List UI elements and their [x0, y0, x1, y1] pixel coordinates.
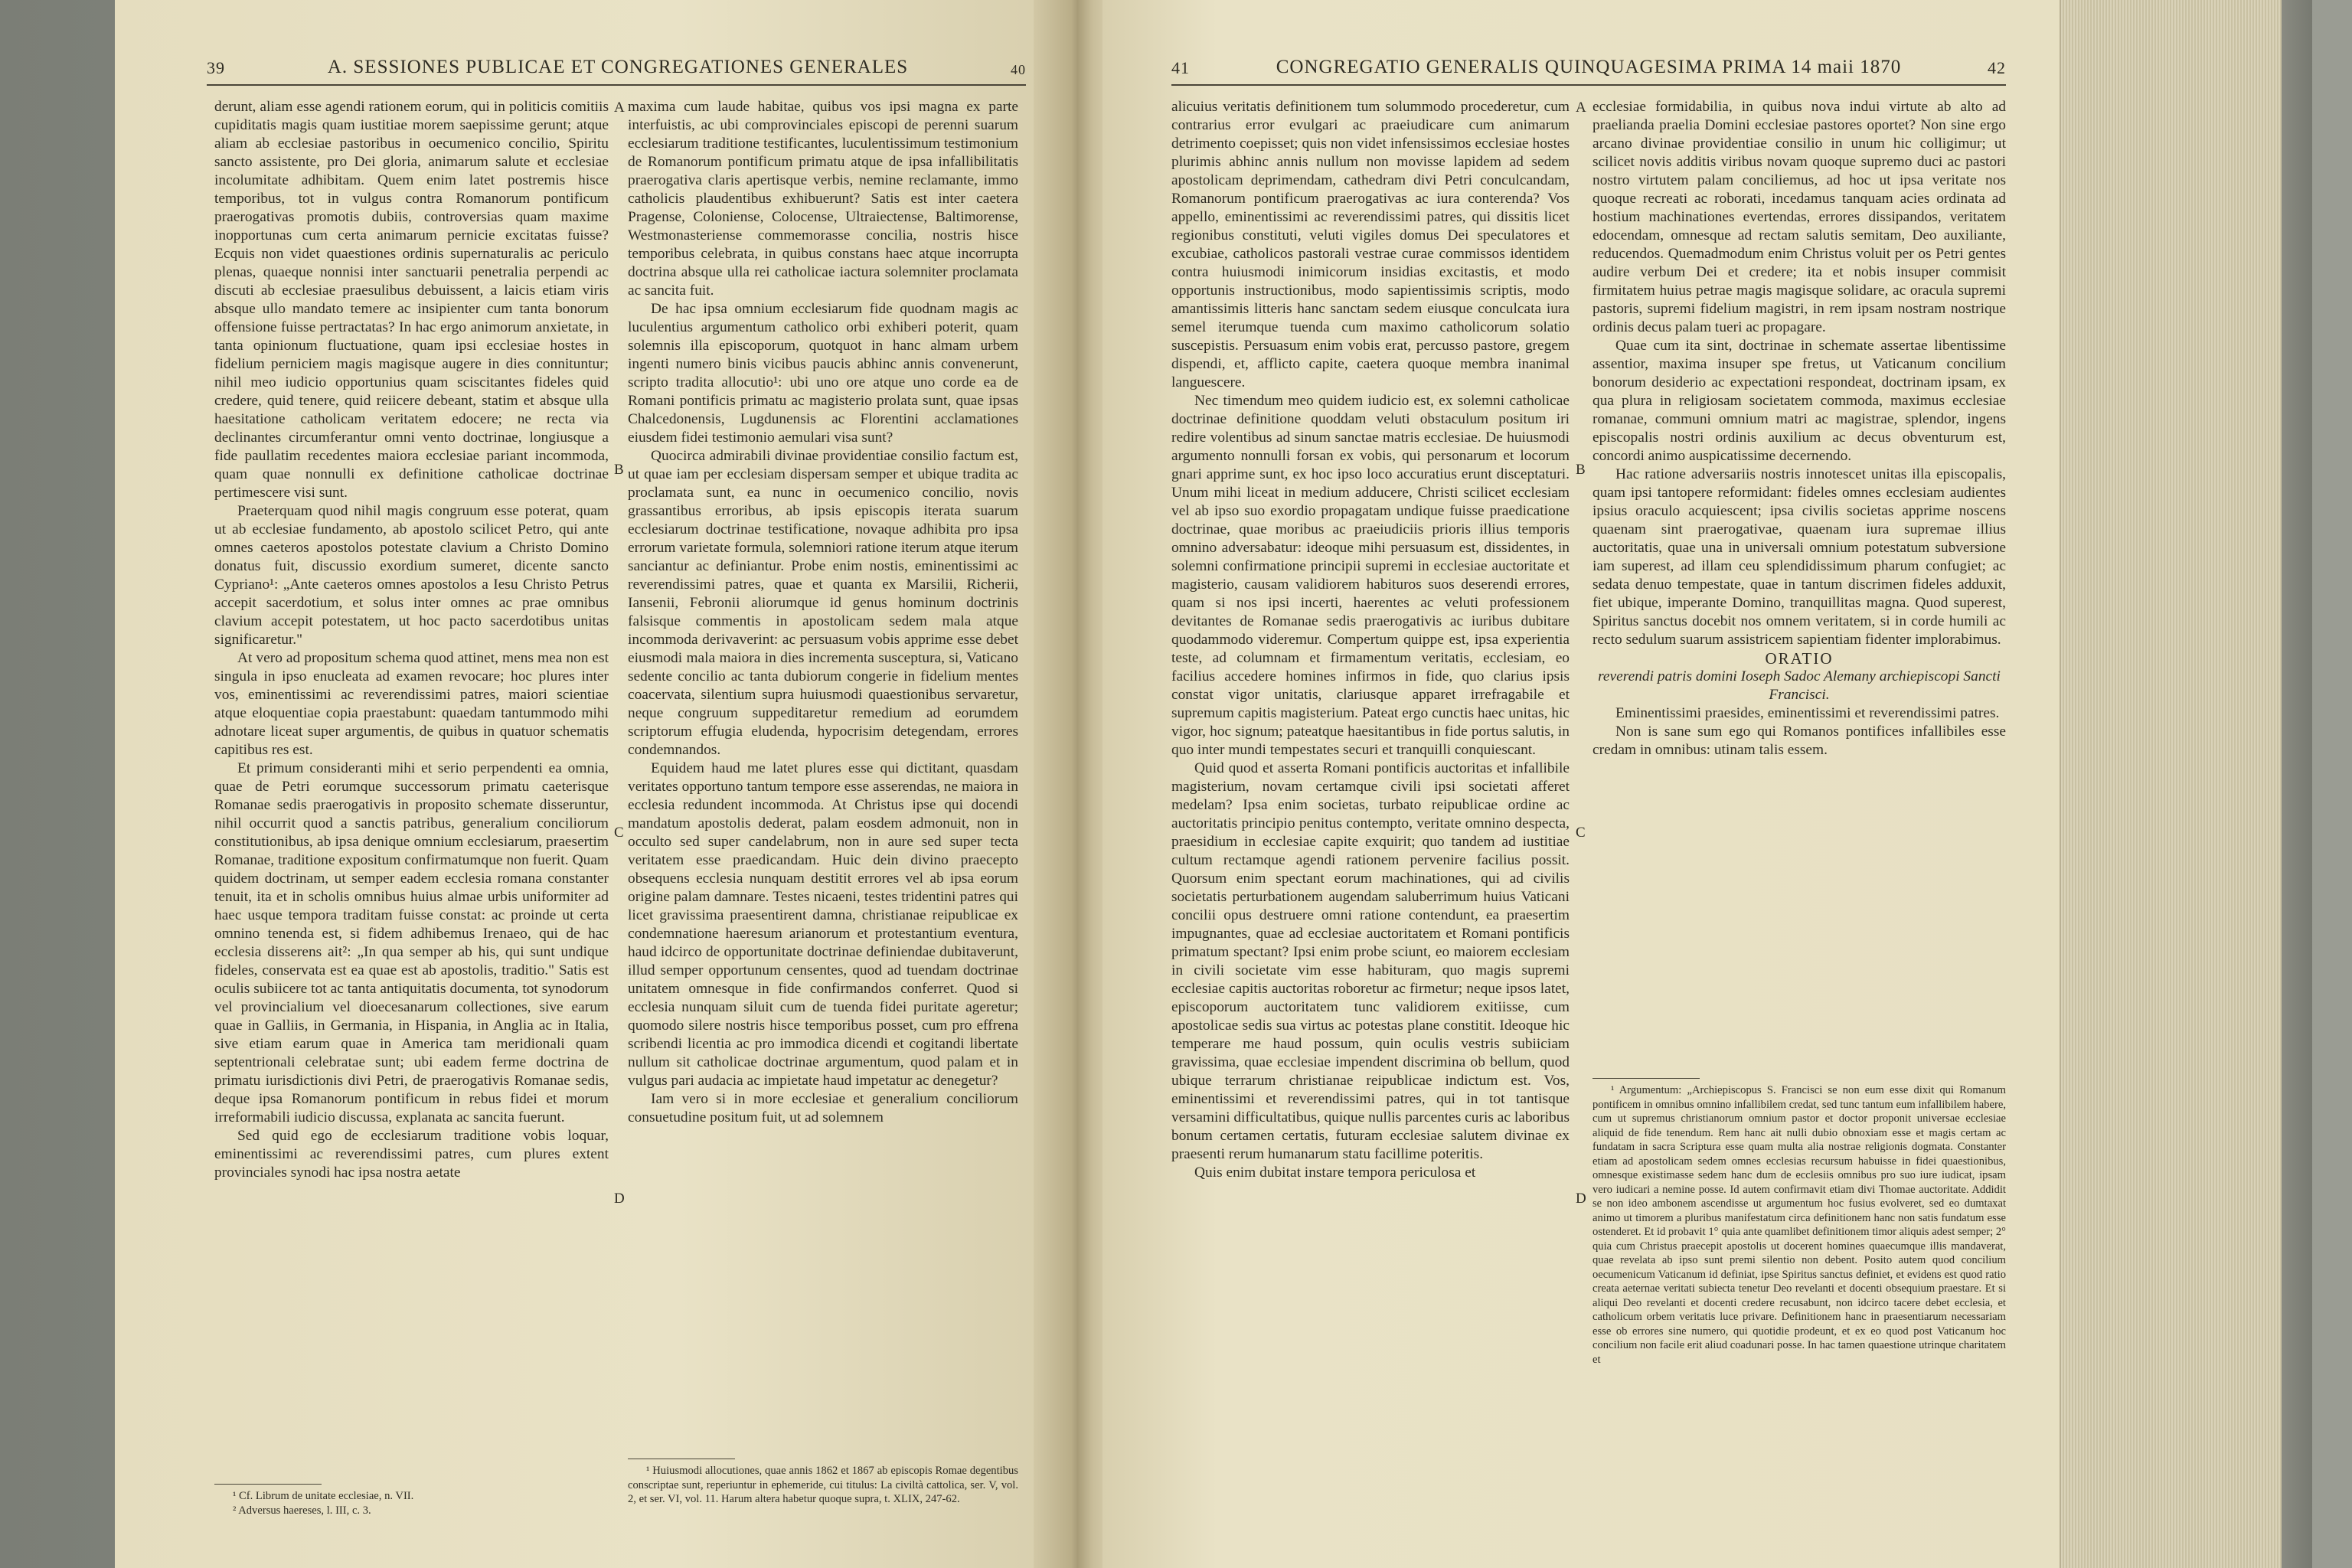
paragraph: Hac ratione adversariis nostris innotescet unitas illa episcopalis, quam ipsi tantopere reformidant: fideles omnes ecclesiam audientes ipsius oraculo acquiescent; ipsa civilis societas apprime noscens quaenam sint praerogativae, quaenam iura supremae illius auctoritatis, quae una in universali omnium potestatum subversione iam superest, ad illam ceu splendidissimum pharum confugiet; ac sedata denuo tempestate, quae in tantum discrimen fideles adduxit, fiet ubique, imperante Domino, tranquillitas magna. Quod superest, Spiritus sanctus docebit nos omnem veritatem, si in corde humili ac recto sedulum suarum assistricem sapientiam fidenter implorabimus.	[1592, 466, 2006, 648]
right-page	[1102, 0, 2060, 1568]
page-number-39: 39	[207, 58, 225, 77]
margin-letter-c: C	[1576, 825, 1586, 841]
footnote: ¹ Huiusmodi allocutiones, quae annis 1862 et 1867 ab episcopis Romae degentibus conscriptae sunt, reperiuntur in ephemeride, cui titulus: La civiltà cattolica, ser. V, vol. 2, et ser. VI, vol. 11. Harum altera habetur quoque supra, t. XLIX, 247-62.	[628, 1465, 1018, 1505]
margin-letter-b: B	[614, 462, 624, 478]
paragraph: Quae cum ita sint, doctrinae in schemate assertae libentissime assentior, maxima insuper spe fretus, ut Vaticanum concilium bonorum desiderio ac expectationi respondeat, doctrinam ipsam, ex qua plura in religiosam societatem commoda, maximus ecclesiae romanae, communi omnium matri ac magistrae, splendor, ingens episcopalis nostri ordinis auxilium ac decus obventurum est, concordi animo auspicatissime decernendo.	[1592, 338, 2006, 464]
paragraph: derunt, aliam esse agendi rationem eorum, qui in politicis comitiis cupiditatis magis quam iustitiae morem saepissime gerunt; atque aliam ab ecclesiae pastoribus in oecumenico concilio, Spiritu sancto assistente, pro Dei gloria, animarum salute et ecclesiae incolumitate adhibitam. Quem enim latet postremis hisce temporibus, tot in vulgus contra Romanorum pontificum praerogativas promotis dubiis, controversias quam maxime inopportunas cum certa animarum pernicie excitatas fuisse? Ecquis non videt quaestiones ordinis supernaturalis ac periculo plenas, quaeque nonnisi inter sanctuarii penetralia perpendi ac discuti ab ecclesiae praesulibus debuissent, a laicis etiam viris absque ullo mandato temere ac insipienter cum tanta bonorum offensione fuisse pertractatas? In hac ergo animorum anxietate, in tanta opinionum fluctuatione, quam ipsi ecclesiae hostes in fidelium perniciem magis magisque augere in dies connituntur; nihil meo iudicio opportunius quam sciscitantes fideles quid credere, quid tenere, quid reiicere debeant, statim et absque ulla haesitatione catholicam veritatem edocere; ne recta via declinantes circumferantur omni vento doctrinae, longiusque a fide paullatim recedentes maiora ecclesiae pariant incommoda, quam quae nonnulli ex definitione catholicae doctrinae pertimescere visi sunt.	[214, 99, 609, 501]
left-column-1	[214, 98, 609, 1182]
page-edge-shadow	[2282, 0, 2312, 1568]
open-book	[115, 0, 2075, 1568]
paragraph: Quid quod et asserta Romani pontificis auctoritas et infallibile magisterium, novam certamque civili ipsi societati afferet medelam? Ipsa enim societas, turbato reipublicae ordine ac auctoritatis principio penitus contempto, veritate omnino despecta, praesidium in ecclesiae capite exquirit; quo tandem ad iustitiae cultum rectamque agendi rationem pervenire facilius possit. Quorsum enim spectant eorum machinationes, qui ad civilis societatis perturbationem augendam saluberrimum huius Vaticani concilii opus destruere omni ratione contendunt, ea praesertim impugnantes, quae ad ecclesiae auctoritatem et Romani pontificis primatum spectant? Ipsi enim probe sciunt, eo maiorem ecclesiam in civili societate vim esse habituram, quo magis supremi ecclesiae capitis auctoritas roboretur ac firmetur; neque ipsos latet, episcoporum auctoritatem tunc validiorem exitiisse, cum apostolicae sedis sua virtus ac potestas plane constitit. Ideoque hic temperare me haud possum, quin oculis vestris subiiciam gravissima, quae ecclesiae impendent discrimina ob bellum, quod ubique terrarum christianae reipublicae indictum est. Vos, eminentissimi et reverendissimi patres, qui in tot tantisque versamini difficultatibus, quique nullis parcentes curis ac laboribus bonum certamen certatis, futuram ecclesiae salutem divinae ex praesenti rerum humanarum statu facillime poteritis.	[1171, 760, 1570, 1162]
paragraph: Sed quid ego de ecclesiarum traditione vobis loquar, eminentissimi ac reverendissimi patres, cum plures extent provinciales synodi hac ipsa nostra aetate	[214, 1128, 609, 1181]
paragraph: Non is sane sum ego qui Romanos pontifices infallibiles esse credam in omnibus: utinam talis essem.	[1592, 724, 2006, 758]
right-running-head	[1171, 47, 2006, 86]
paragraph: At vero ad propositum schema quod attinet, mens mea non est singula in ipso enucleata ad examen revocare; hoc plures inter vos, eminentissimi ac reverendissimi patres, maiori scientiae atque eloquentiae copia praestabunt: quaedam tantummodo mihi adnotare liceat super argumentis, de quibus in quatuor schematis capitibus res est.	[214, 650, 609, 758]
right-column-1	[1171, 98, 1570, 1182]
paragraph: Praeterquam quod nihil magis congruum esse poterat, quam ut ab ecclesiae fundamento, ab apostolo scilicet Petro, qui ante omnes caeteros apostolos potestate clavium a Christo Domino donatus fuit, discussio exordium sumeret, dicente sancto Cypriano¹: „Ante caeteros omnes apostolos a Iesu Christo Petrus accepit sacerdotium, et solus inter omnes ac prae omnibus clavium accepit potestatem, ut hoc pacto sacerdotibus unitas significaretur."	[214, 503, 609, 648]
left-column-2-footnotes	[628, 1459, 1018, 1507]
paragraph: Equidem haud me latet plures esse qui dictitant, quasdam veritates opportuno tantum tempore esse asserendas, ne maiora in ecclesia redundent incommoda. At Christus ipse qui docendi mandatum apostolis dederat, palam eosdem admonuit, non in occulto sed super candelabrum, non in aure sed super tecta veritatem esse praedicandam. Huic dein divino praecepto obsequens ecclesia nunquam destitit errores vel ab ipsa eorum origine palam damnare. Testes nicaeni, testes tridentini patres qui licet gravissima praesentirent damna, christianae reipublicae ex condemnatione haeresum arianorum et protestantium eventura, haud idcirco de opportunitate doctrinae definiendae dubitaverunt, illud semper opportunum censentes, quod ad tuendam doctrinae unitatem omnesque in fide confirmandos conferret. Quod si ecclesia nunquam siluit cum de tuenda fidei puritate ageretur; quomodo silere nostris hisce temporibus posset, cum pro effrena scribendi licentia ac pro immodica dicendi et cogitandi libertate nullum sit catholicae doctrinae argumentum, quod palam et in vulgus pari audacia ac impietate haud impetatur ac denegetur?	[628, 760, 1018, 1089]
margin-letter-d: D	[1576, 1191, 1586, 1207]
paragraph: De hac ipsa omnium ecclesiarum fide quodnam magis ac luculentius argumentum catholico orbi exhiberi poterit, quam solemnis illa episcoporum, quotquot in hanc almam urbem ingenti numero binis vicibus paucis abhinc annis convenerunt, scripto tradita allocutio¹: ubi uno ore atque uno corde ea de Romani pontificis primatu ac magisterio prolata sunt, quae ipsas Chalcedonensis, Lugdunensis ac Florentini acclamationes eiusdem fidei testimonio aemulari visa sunt?	[628, 301, 1018, 446]
left-page	[115, 0, 1049, 1568]
paragraph: Iam vero si in more ecclesiae et generalium conciliorum consuetudine positum fuit, ut ad solemnem	[628, 1091, 1018, 1125]
page-number-42: 42	[1988, 58, 2006, 77]
page-number-40: 40	[1011, 62, 1026, 77]
left-running-title: A. SESSIONES PUBLICAE ET CONGREGATIONES GENERALES	[327, 57, 909, 77]
left-running-head	[207, 47, 1026, 86]
page-fore-edge	[2060, 0, 2283, 1568]
paragraph: ecclesiae formidabilia, in quibus nova indui virtute ab alto ad praelianda praelia Domini ecclesiae pastores oportet? Non sine ergo arcano divinae providentiae consilio in unum hic colligimur; ut scilicet novis additis viribus novam quoque supremo duci ac pastori nostro virtutem palam conciliemus, ad hoc ut ipsa veritate nos quoque recreati ac roborati, incedamus tanquam acies ordinata ad hostium machinationes evertendas, errores dissipandos, veritatem edocendam, omnesque ad rectam salutis semitam, Deo auxiliante, reducendos. Quemadmodum enim Christus voluit per os Petri gentes audire verbum Dei et credere; ita et nobis insuper commisit firmitatem huius petrae magis magisque solidare, ac oracula supremi pastoris, supremi fidelium magistri, in rem ipsam nostram nostrique ordinis decus palam tueri ac propagare.	[1592, 99, 2006, 335]
paragraph: alicuius veritatis definitionem tum solummodo procederetur, cum contrarius error evulgari ac praeiudicare cum animarum detrimento coepisset; quis non videt infensissimos ecclesiae hostes plurimis abhinc annis nullum non movisse lapidem ad sedem apostolicam deprimendam, cathedram divi Petri conculcandam, Romanorum pontificum praerogativas ac iura conterenda? Vos appello, eminentissimi ac reverendissimi patres, qui dissitis licet regionibus constituti, veluti vigiles domus Dei speculatores et excubiae, catholicos pastorali vestrae curae commissos identidem contra huiusmodi inimicorum insidias excitastis, et modo opportunis instructionibus, modo sapientissimis scriptis, modo amantissimis litteris hanc sanctam sedem eiusque conculcata iura semel iterumque tuenda cum maximo catholicorum solatio suscepistis. Persuasum enim vobis erat, percusso pastore, gregem dispendi, et, afflicto capite, caetera quoque membra inanimal languescere.	[1171, 99, 1570, 390]
paragraph: Nec timendum meo quidem iudicio est, ex solemni catholicae doctrinae definitione quoddam veluti obstaculum positum iri redire volentibus ad sinum sanctae matris ecclesiae. De huiusmodi argumento nonnulli forsan ex vobis, qui personarum et locorum gnari apprime sunt, ex hoc ipso loco accuratius erunt disceptaturi. Unum mihi liceat in medium adducere, Christi scilicet ecclesiam vel ab ipso suo exordio propagatam undique fuisse praedicatione doctrinae, quae moribus ac praeiudiciis prioris illius temporis omnino adversabatur: ideoque mihi persuasum est, dissidentes, in solemni confirmatione principii supremi in ecclesiae auctoritate et magisterio, causam validiorem habituros suos deserendi errores, quam si nos ipsi incerti, haerentes ac veluti professionem devitantes de Romanae sedis praerogativis ac iuribus dubitare quodammodo videremur. Compertum quippe est, ipsa experientia teste, ad columnam et firmamentum veritatis, ecclesiam, eo facilius accedere homines infirmos in fide, quo clarius ipsis constat vigor unitatis, clariusque apparet irrefragabile et supremum capitis magisterium. Pateat ergo cunctis haec unitas, hic vigor, hoc signum; pateatque haesitantibus in fide portus salutis, in quo inter mundi tempestates securi et tranquilli conquiescant.	[1171, 393, 1570, 758]
paragraph: Quocirca admirabili divinae providentiae consilio factum est, ut quae iam per ecclesiam dispersam semper et ubique tradita ac proclamata sunt, ea nunc in oecumenico concilio, novis grassantibus erroribus, ab ipsis episcopis iterata suarum ecclesiarum doctrinae testificatione, novaque adhibita pro ipsa errorum varietate formula, solemniori ratione iterum atque iterum sanciantur ac definiantur. Probe enim nostis, eminentissimi ac reverendissimi patres, quae et quanta ex Marsilii, Richerii, Iansenii, Febronii aliorumque id genus hominum doctrinis falsisque commentis in apostolicam sedem mala atque incommoda derivaverint: ac persuasum vobis apprime esse debet eiusmodi mala maiora in dies incrementa suscepturа, si, Vaticano sedente concilio ac tanta dubiorum congerie in fidelium mentes coacervata, silentium supra huiusmodi quaestionibus servaretur, neque congruum suppeditaretur remedium ad eorumdem scriptorum effugia eludenda, hypocrisim detegendam, errores condemnandos.	[628, 448, 1018, 758]
left-column-1-footnotes	[214, 1484, 609, 1517]
oration-subtitle: reverendi patris domini Ioseph Sadoc Alemany archiepiscopi Sancti Francisci.	[1598, 668, 2001, 703]
footnote: ¹ Argumentum: „Archiepiscopus S. Francisci se non eum esse dixit qui Romanum pontificem in omnibus omnino infallibilem credat, sed tunc tantum eum infallibilem habere, cum ut supremus christianorum omnium pastor et doctor proponit universae ecclesiae aliquid de fide tenendum. Rem hanc ait nulli dubio obnoxiam esse et magis certam ac fundatam in sacra Scriptura esse quam multa alia nostrae religionis dogmata. Constanter etiam ad apostolicam sedem omnes ecclesias recursum habuisse in fidei quaestionibus, omnesque existimasse sedem hanc dum de ecclesiis omnibus pro suo iure iudicat, ipsam vero iudicari a nemine posse. Id autem confirmavit etiam divi Thomae auctoritate. Addidit se non ideo ambonem ascendisse ut argumentum hoc fusius evolveret, sed eo dumtaxat animo ut timorem a pluribus manifestatum circa definitionem hanc non satis fundatum esse ostenderet. Et id probavit 1° quia ante quamlibet definitionem timor aliquis adest semper; 2° quia cum Christus praecepit apostolis ut docerent homines quaecumque illis mandaverat, quae revelata ab ipso sunt premi silentio non debent. Posito autem quod concilium oecumenicum Vaticanum id definiat, ipse Spiritus sanctus definiet, et evidens est quod ratio creata aeternae veritati subiecta tenetur Deo revelanti et docenti obsequium praestare. Et si aliqui Deo revelanti et docenti credere recusabunt, non idcirco tacere debet ecclesia, et catholicum orbem veritatis luce privare. Definitionem hanc in praesentiarum necessariam esse ob errores sine numero, qui quotidie prodeunt, et ex eo quod post Vaticanum hoc concilium non facile erit aliud coadunari posse. In hac tamen quaestione utrinque charitatem et	[1592, 1084, 2006, 1366]
margin-letter-a: A	[1576, 100, 1586, 116]
footnote: ¹ Cf. Librum de unitate ecclesiae, n. VII.	[233, 1490, 414, 1502]
margin-letter-d: D	[614, 1191, 625, 1207]
left-column-2	[628, 98, 1018, 1127]
paragraph: Et primum consideranti mihi et serio perpendenti ea omnia, quae de Petri eorumque successorum primatu caeterisque Romanae sedis praerogativis in proposito schemate disseruntur, nihil occurrit quod a sanctis patribus, generalium conciliorum constitutionibus, ab ipsa denique omnium ecclesiarum, praesertim Romanae, traditione expositum confirmatumque non fuerit. Quam quidem doctrinam, ut semper eadem ecclesia romana constanter tenuit, ita et in scholis omnibus huius almae urbis uniformiter ad haec usque tempora traditam fuisse constat: ac proinde ut certa omnino tenenda est, si fidem adhibemus Irenaeo, qui de hac ecclesia disserens ait²: „In qua semper ab his, qui sunt undique fideles, conservata est ea quae est ab apostolis, traditio." Satis est oculis subiicere tot ac tanta antiquitatis documenta, tot synodorum vel provincialium vel dioecesanarum collectiones, sive earum quae in Galliis, in Germania, in Hispania, in Anglia ac in Italia, sive etiam earum quae in America tam meridionali quam septentrionali celebratae sunt; ubi eadem ferme doctrina de primatu iurisdictionis divi Petri, de praerogativis Romanae sedis, deque ipsa Romanorum pontificum in rebus fidei et morum irreformabili iudicio discussa, explanata ac sancita fuerunt.	[214, 760, 609, 1125]
paragraph: maxima cum laude habitae, quibus vos ipsi magna ex parte interfuistis, ac ubi comprovinciales episcopi de perenni suarum ecclesiarum traditione testificantes, luculentissimum testimonium de Romanorum pontificum primatu atque de ipsa infallibilitatis praerogativa claris apertisque verbis, nemine reclamante, immo catholicis plaudentibus exhibuerunt? Satis est inter caetera Pragense, Coloniense, Colocense, Ultraiectense, Baltimorense, Westmonasteriense commemorasse concilia, nostris hisce temporibus celebrata, in quibus constans haec atque incorrupta doctrina absque ulla rei catholicae iactura solemniter proclamata ac sancita fuit.	[628, 99, 1018, 299]
right-column-2	[1592, 98, 2006, 760]
footnote: ² Adversus haereses, l. III, c. 3.	[233, 1504, 371, 1517]
footnote-rule	[1592, 1078, 1700, 1079]
footnote-rule	[214, 1484, 322, 1485]
oration-title: ORATIO	[1765, 649, 1834, 668]
margin-letter-c: C	[614, 825, 624, 841]
right-column-2-footnotes	[1592, 1078, 2006, 1367]
margin-letter-a: A	[614, 100, 625, 116]
right-running-title: CONGREGATIO GENERALIS QUINQUAGESIMA PRIMA 14 maii 1870	[1276, 57, 1902, 77]
paragraph: Quis enim dubitat instare tempora periculosa et	[1194, 1165, 1476, 1181]
margin-letter-b: B	[1576, 462, 1586, 478]
page-number-41: 41	[1171, 58, 1190, 77]
paragraph: Eminentissimi praesides, eminentissimi et reverendissimi patres.	[1615, 705, 2000, 721]
